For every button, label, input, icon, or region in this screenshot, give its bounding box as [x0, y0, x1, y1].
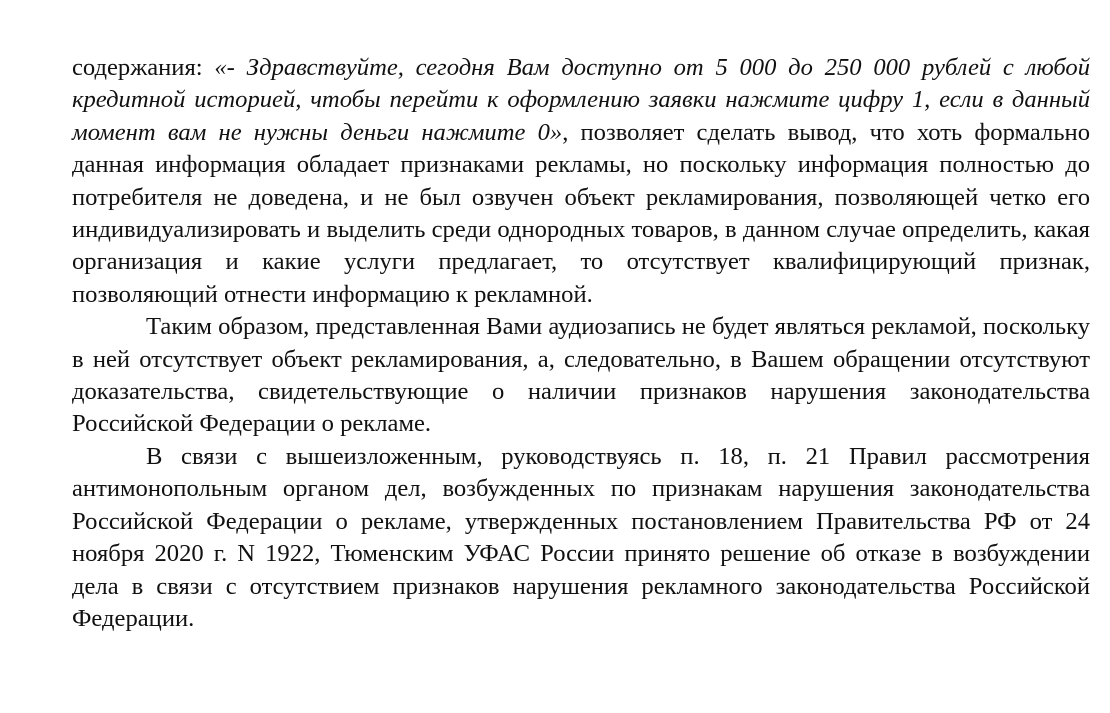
document-page	[72, 52, 1090, 635]
quoted-audio-transcript: «- Здравствуйте, сегодня Вам доступно от 5 000 до 250 000 рублей с любой кредитной историей, чтобы перейти к оформлению заявки нажмите цифру 1, если в данный момент вам не нужны деньги нажмите 0»	[72, 54, 1090, 146]
paragraph-conclusion: , позволяет сделать вывод, что хоть формально данная информация обладает признаками рекламы, но поскольку информация полностью до потребителя не доведена, и не был озвучен объект рекламирования, позволяющей четко его индивидуализировать и выделить среди однородных товаров, в данном случае определить, какая организация и какие услуги предлагает, то отсутствует квалифицирующий признак, позволяющий отнести информацию к рекламной.	[72, 118, 1090, 308]
paragraph-continuation	[72, 52, 1090, 311]
paragraph-decision: В связи с вышеизложенным, руководствуясь п. 18, п. 21 Правил рассмотрения антимонопольным органом дел, возбужденных по признакам нарушения законодательства Российской Федерации о рекламе, утвержденных постановлением Правительства РФ от 24 ноября 2020 г. N 1922, Тюменским УФАС России принято решение об отказе в возбуждении дела в связи с отсутствием признаков нарушения рекламного законодательства Российской Федерации.	[72, 442, 1090, 632]
paragraph-lead: содержания:	[72, 54, 215, 81]
paragraph-summary: Таким образом, представленная Вами аудиозапись не будет являться рекламой, поскольку в ней отсутствует объект рекламирования, а, следовательно, в Вашем обращении отсутствуют доказательства, свидетельствующие о наличии признаков нарушения законодательства Российской Федерации о рекламе.	[72, 313, 1090, 438]
